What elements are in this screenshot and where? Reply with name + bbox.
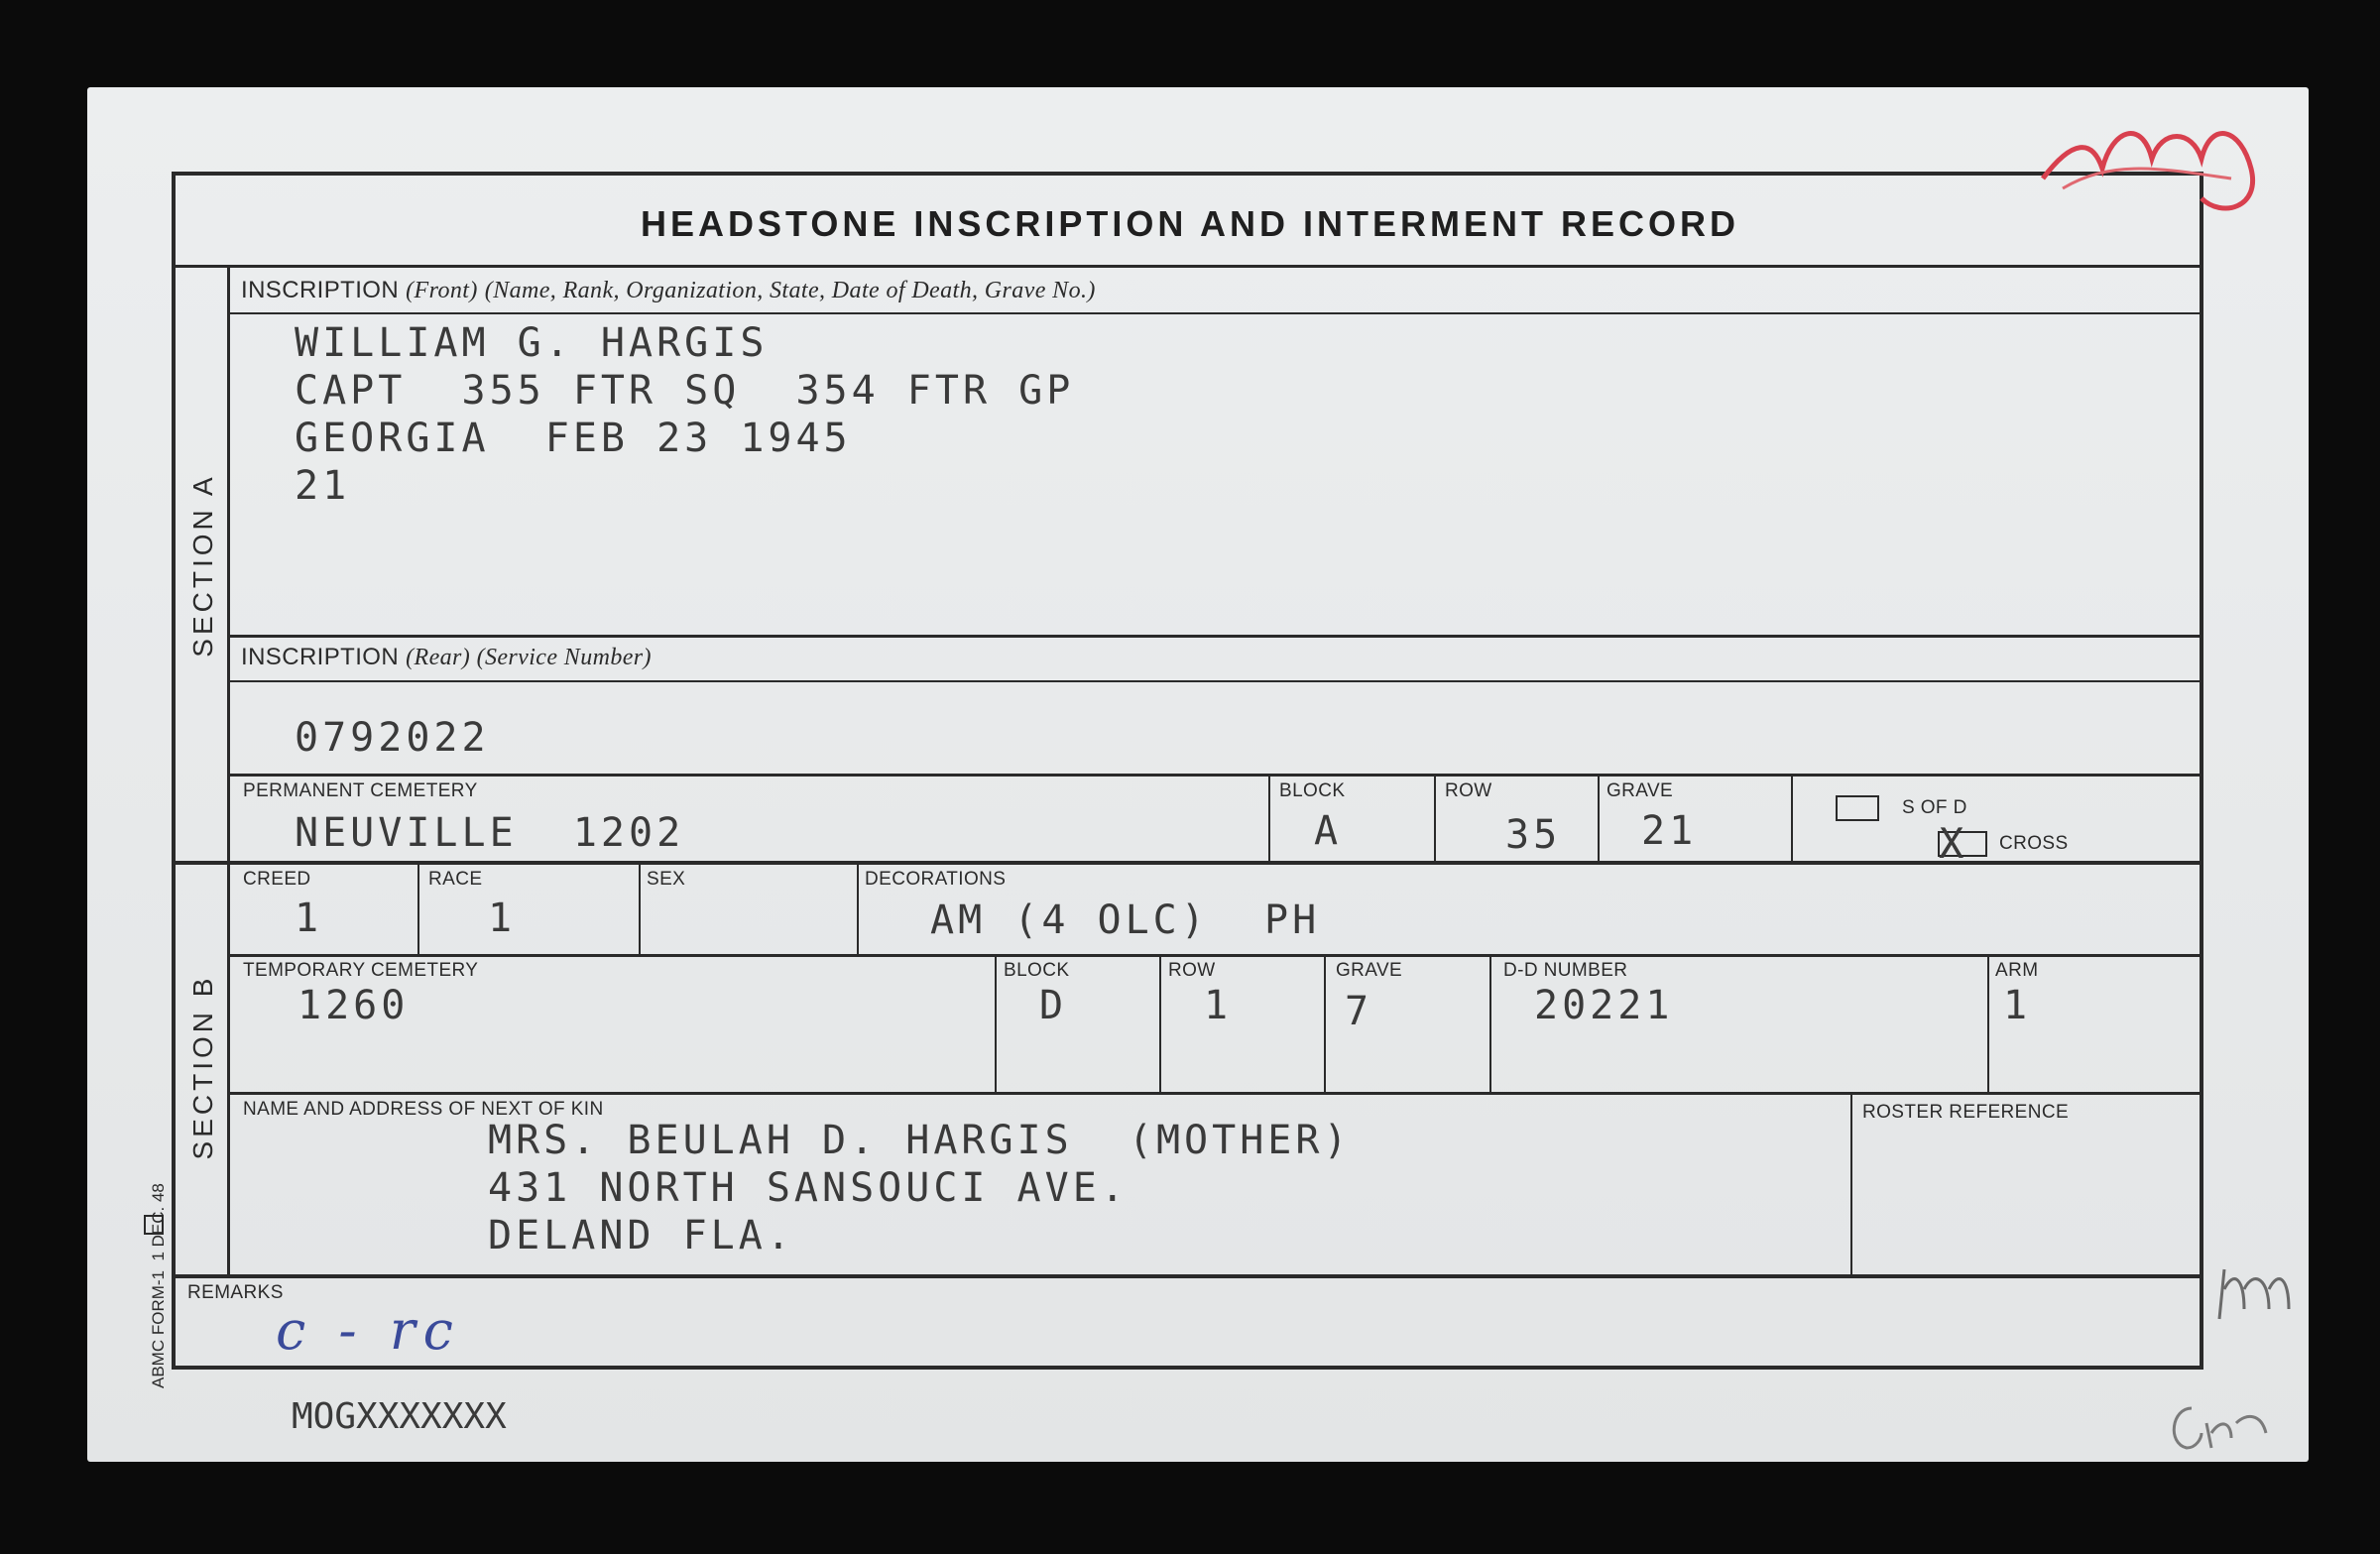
next-of-kin-city: DELAND FLA. <box>488 1213 794 1258</box>
rule <box>172 265 2203 268</box>
col-sep <box>1850 1094 1852 1276</box>
next-of-kin-name: MRS. BEULAH D. HARGIS (MOTHER) <box>488 1118 1352 1163</box>
gray-pencil-mark <box>2214 1259 2294 1329</box>
cross-check-mark: X <box>1939 819 1964 868</box>
arm-value: 1 <box>2003 983 2032 1028</box>
form-title: HEADSTONE INSCRIPTION AND INTERMENT RECORD <box>640 203 1740 244</box>
creed-label: CREED <box>243 869 311 890</box>
dd-number: 20221 <box>1534 983 1674 1028</box>
rule <box>229 312 2200 314</box>
inscription-front-label: INSCRIPTION (Front) (Name, Rank, Organization, State, Date of Death, Grave No.) <box>241 277 1096 303</box>
temp-block-label: BLOCK <box>1004 960 1070 981</box>
next-of-kin-street: 431 NORTH SANSOUCI AVE. <box>488 1165 1129 1211</box>
sofd-label: S OF D <box>1902 797 1967 818</box>
frame-right <box>2200 172 2203 1369</box>
col-sep <box>1987 956 1989 1094</box>
rule <box>229 635 2200 638</box>
temp-row: 1 <box>1204 983 1233 1028</box>
section-a-label: SECTION A <box>187 473 218 657</box>
cross-label: CROSS <box>1999 833 2069 854</box>
creed-value: 1 <box>295 896 323 941</box>
form-number: ABMC FORM-1 1 DEC. 48 <box>149 1183 168 1388</box>
temp-grave-label: GRAVE <box>1336 960 1403 981</box>
bottom-typed-code: MOGXXXXXXX <box>292 1396 507 1437</box>
sofd-checkbox[interactable] <box>1836 795 1879 821</box>
decorations-value: AM (4 OLC) PH <box>930 897 1321 943</box>
permanent-cemetery-label: PERMANENT CEMETERY <box>243 780 478 801</box>
row-label: ROW <box>1445 780 1492 801</box>
service-number: 0792022 <box>295 715 490 761</box>
temp-grave: 7 <box>1345 989 1373 1034</box>
race-label: RACE <box>428 869 483 890</box>
col-sep <box>1434 774 1436 863</box>
col-sep <box>1791 774 1793 863</box>
inscription-state-date: GEORGIA FEB 23 1945 <box>295 416 852 461</box>
col-sep <box>1268 774 1270 863</box>
temporary-cemetery: 1260 <box>298 983 410 1028</box>
remarks-handwriting: c - rc <box>276 1299 461 1362</box>
col-sep <box>1598 774 1600 863</box>
frame-top <box>172 172 2202 176</box>
red-pencil-scribble <box>2033 99 2281 238</box>
rule <box>229 774 2200 777</box>
dd-number-label: D-D NUMBER <box>1503 960 1628 981</box>
frame-bottom <box>172 1366 2203 1370</box>
grave-label: GRAVE <box>1606 780 1674 801</box>
temp-row-label: ROW <box>1168 960 1216 981</box>
sex-label: SEX <box>647 869 686 890</box>
rule <box>229 954 2203 957</box>
permanent-grave: 21 <box>1641 808 1698 854</box>
inscription-grave-no: 21 <box>295 463 351 509</box>
frame-left <box>172 172 176 1369</box>
rule <box>229 680 2200 682</box>
col-sep <box>1489 956 1491 1094</box>
remarks-label: REMARKS <box>187 1282 284 1303</box>
rule <box>172 861 2203 865</box>
col-sep <box>1159 956 1161 1094</box>
temporary-cemetery-label: TEMPORARY CEMETERY <box>243 960 479 981</box>
inscription-rear-label: INSCRIPTION (Rear) (Service Number) <box>241 644 652 670</box>
block-label: BLOCK <box>1279 780 1346 801</box>
form-checkbox <box>144 1215 164 1235</box>
col-sep <box>417 863 419 956</box>
temp-block: D <box>1039 983 1068 1028</box>
section-b-label: SECTION B <box>187 974 218 1160</box>
decorations-label: DECORATIONS <box>865 869 1007 890</box>
gray-pencil-initials <box>2162 1393 2291 1463</box>
rule <box>229 1092 2203 1095</box>
inscription-name: WILLIAM G. HARGIS <box>295 320 769 366</box>
col-sep <box>995 956 997 1094</box>
rule <box>172 1274 2203 1278</box>
arm-label: ARM <box>1995 960 2039 981</box>
inscription-rank-unit: CAPT 355 FTR SQ 354 FTR GP <box>295 368 1075 414</box>
roster-reference-label: ROSTER REFERENCE <box>1862 1102 2070 1123</box>
next-of-kin-label: NAME AND ADDRESS OF NEXT OF KIN <box>243 1099 604 1120</box>
permanent-row: 35 <box>1505 812 1562 858</box>
section-divider <box>227 265 230 1276</box>
permanent-block: A <box>1314 808 1343 854</box>
permanent-cemetery: NEUVILLE 1202 <box>295 810 685 856</box>
col-sep <box>639 863 641 956</box>
race-value: 1 <box>488 896 517 941</box>
col-sep <box>857 863 859 956</box>
col-sep <box>1324 956 1326 1094</box>
